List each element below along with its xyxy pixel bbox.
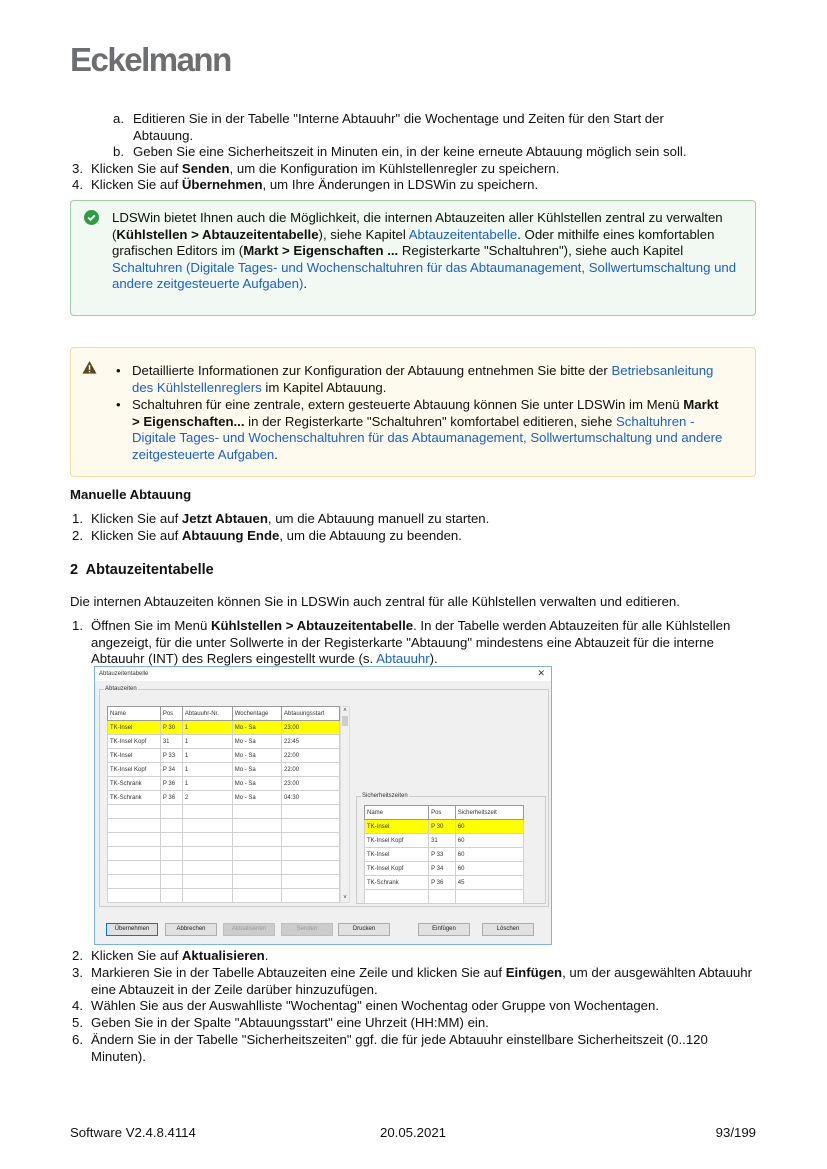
dialog-titlebar: Abtauzeitentabelle ✕ [95, 667, 551, 681]
table-cell[interactable] [282, 847, 340, 861]
substep-a: a. Editieren Sie in der Tabelle "Interne Abtauuhr" die Wochentage und Zeiten für den Start der Abtauung. [113, 111, 664, 143]
link-abtauzeitentabelle[interactable]: Abtauzeitentabelle [408, 226, 518, 242]
table-cell[interactable] [365, 890, 429, 904]
abtauzeitentabelle-dialog [94, 666, 552, 945]
table-cell[interactable]: 60 [455, 862, 523, 876]
table-row[interactable] [108, 889, 340, 903]
table-cell[interactable]: 22:00 [282, 749, 340, 763]
step-3: 3. Klicken Sie auf Senden, um die Konfiguration im Kühlstellenregler zu speichern. [72, 161, 560, 176]
table-cell[interactable] [182, 875, 232, 889]
scrollbar-thumb[interactable] [342, 716, 348, 726]
section-step-4: 4. Wählen Sie aus der Auswahlliste "Wochentag" einen Wochentag oder Gruppe von Wochentagen. [72, 998, 659, 1013]
footer-version: Software V2.4.8.4114 [70, 1125, 196, 1140]
table-row[interactable] [365, 862, 524, 876]
warning-item-1: • Detaillierte Informationen zur Konfiguration der Abtauung entnehmen Sie bitte der Betriebsanleitung des Kühlstellenreglers im Kapitel Abtauung. [116, 363, 714, 395]
table-cell[interactable]: 31 [160, 735, 182, 749]
link-schaltuhren-2[interactable]: Schaltuhren - Digitale Tages- und Wochenschaltuhren für das Abtaumanagement, Sollwertumschaltung und andere zeitgesteuerte Aufgaben [132, 413, 723, 462]
table-row[interactable] [365, 890, 524, 904]
abtauzeiten-table [107, 706, 340, 903]
table-cell[interactable]: TK-Insel Kopf [108, 763, 161, 777]
table-cell[interactable]: TK-Insel Kopf [108, 735, 161, 749]
table-cell[interactable]: 22:45 [282, 735, 340, 749]
table-cell[interactable]: 1 [182, 721, 232, 735]
group-abtauzeiten: Abtauzeiten Name Pos Abtauuhr-Nr. Wochentage Abtauungsstart TK-Insel P 30 1 Mo - Sa 23:00 TK-Insel Kopf 31 1 Mo - Sa 22:45 TK-Insel P 33 1 Mo - Sa 22:00 TK-Insel Kopf P 34 1 Mo - Sa 22:00 TK-Schrank P 36 1 Mo - Sa 23:00 TK-Schrank P 36 2 Mo - Sa 04:30 ˄ ˅ Sicherheitszeiten Name Pos Sicherheitszeit TK-Insel P 30 60 TK-Insel Kopf 31 60 TK-Insel P 33 60 TK-Insel Kopf P 34 60 TK-Schrank P 36 45 [99, 689, 549, 907]
link-betriebsanleitung[interactable]: Betriebsanleitung des Kühlstellenreglers [132, 363, 714, 395]
table-cell[interactable] [108, 833, 161, 847]
column-header[interactable]: Abtauungsstart [282, 707, 340, 721]
table-cell[interactable]: 23:00 [282, 721, 340, 735]
footer-date: 20.05.2021 [380, 1125, 447, 1140]
table-cell[interactable] [232, 847, 281, 861]
table-cell[interactable] [182, 819, 232, 833]
table-cell[interactable] [282, 861, 340, 875]
section-heading: 2 Abtauzeitentabelle [70, 562, 214, 578]
table-cell[interactable] [282, 819, 340, 833]
table-row[interactable] [365, 820, 524, 834]
table-cell[interactable] [182, 861, 232, 875]
table-cell[interactable]: 60 [455, 820, 523, 834]
table-row[interactable] [108, 791, 340, 805]
table-cell[interactable]: TK-Insel Kopf [365, 834, 429, 848]
table-row[interactable] [108, 777, 340, 791]
table-cell[interactable] [232, 819, 281, 833]
table-cell[interactable] [160, 833, 182, 847]
substep-b: b. Geben Sie eine Sicherheitszeit in Minuten ein, in der keine erneute Abtauung möglich sein soll. [113, 144, 687, 159]
table-row[interactable] [108, 861, 340, 875]
sicherheitszeiten-table [364, 805, 524, 904]
table-cell[interactable] [182, 889, 232, 903]
table-row[interactable] [365, 834, 524, 848]
table-cell[interactable] [108, 805, 161, 819]
table-cell[interactable]: 60 [455, 834, 523, 848]
table-cell[interactable]: P 30 [429, 820, 456, 834]
close-icon[interactable]: ✕ [537, 668, 545, 678]
step-4: 4. Klicken Sie auf Übernehmen, um Ihre Änderungen in LDSWin zu speichern. [72, 177, 539, 192]
print-button[interactable]: Drucken [338, 923, 390, 936]
manual-step-2: 2. Klicken Sie auf Abtauung Ende, um die Abtauung zu beenden. [72, 528, 462, 543]
table-cell[interactable]: Mo - Sa [232, 749, 281, 763]
cancel-button[interactable]: Abbrechen [165, 923, 217, 936]
column-header[interactable]: Wochentage [232, 707, 281, 721]
table-cell[interactable]: 22:00 [282, 763, 340, 777]
table-row[interactable] [108, 735, 340, 749]
table-cell[interactable] [108, 819, 161, 833]
table-cell[interactable] [160, 819, 182, 833]
table-cell[interactable]: 04:30 [282, 791, 340, 805]
table-cell[interactable]: P 30 [160, 721, 182, 735]
table-cell[interactable] [232, 875, 281, 889]
manual-step-1: 1. Klicken Sie auf Jetzt Abtauen, um die Abtauung manuell zu starten. [72, 511, 490, 526]
table-cell[interactable]: Mo - Sa [232, 777, 281, 791]
column-header[interactable]: Pos [160, 707, 182, 721]
section-step-3: 3. Markieren Sie in der Tabelle Abtauzeiten eine Zeile und klicken Sie auf Einfügen, um der ausgewählten Abtauuhr eine Abtauzeit in der Zeile darüber hinzuzufügen. [72, 965, 752, 997]
warning-icon [82, 360, 97, 375]
tip-box: LDSWin bietet Ihnen auch die Möglichkeit, die internen Abtauzeiten aller Kühlstellen zentral zu verwalten (Kühlstellen > Abtauzeitentabelle), siehe Kapitel Abtauzeitentabelle. Oder mithilfe eines komfortablen grafischen Editors im (Markt > Eigenschaften ... Registerkarte "Schaltuhren"), siehe auch Kapitel Schaltuhren (Digitale Tages- und Wochenschaltuhren für das Abtaumanagement, Sollwertumschaltung und andere zeitgesteuerte Aufgaben). [70, 200, 756, 316]
table-row[interactable] [108, 805, 340, 819]
table-cell[interactable] [232, 861, 281, 875]
table-cell[interactable]: Mo - Sa [232, 721, 281, 735]
table-cell[interactable]: TK-Schrank [108, 791, 161, 805]
delete-button[interactable]: Löschen [482, 923, 534, 936]
group-sicherheitszeiten: Sicherheitszeiten Name Pos Sicherheitszeit TK-Insel P 30 60 TK-Insel Kopf 31 60 TK-Insel P 33 60 TK-Insel Kopf P 34 60 TK-Schrank P 36 45 [356, 796, 546, 904]
table-cell[interactable]: P 34 [429, 862, 456, 876]
apply-button[interactable]: Übernehmen [106, 923, 158, 936]
table-cell[interactable]: P 34 [160, 763, 182, 777]
table-cell[interactable] [232, 805, 281, 819]
table-cell[interactable] [282, 833, 340, 847]
table-cell[interactable] [282, 805, 340, 819]
table-row[interactable] [108, 833, 340, 847]
column-header[interactable]: Sicherheitszeit [455, 806, 523, 820]
table-cell[interactable]: TK-Insel Kopf [365, 862, 429, 876]
table-cell[interactable] [429, 890, 456, 904]
table-cell[interactable]: TK-Insel [108, 749, 161, 763]
footer-page: 93/199 [715, 1125, 756, 1140]
table-cell[interactable] [160, 875, 182, 889]
manual-heading: Manuelle Abtauung [70, 487, 192, 502]
eckelmann-logo: Eckelmann [70, 41, 231, 78]
table-cell[interactable]: TK-Insel [365, 820, 429, 834]
table-cell[interactable]: 1 [182, 763, 232, 777]
table-cell[interactable] [182, 833, 232, 847]
table-cell[interactable] [232, 833, 281, 847]
table-cell[interactable] [108, 875, 161, 889]
table-cell[interactable]: P 36 [160, 791, 182, 805]
table-cell[interactable]: TK-Insel [365, 848, 429, 862]
table-cell[interactable]: 45 [455, 876, 523, 890]
check-circle-icon [84, 210, 99, 225]
table-row[interactable] [108, 749, 340, 763]
section-step-1: 1. Öffnen Sie im Menü Kühlstellen > Abtauzeitentabelle. In der Tabelle werden Abtauzeiten für alle Kühlstellen angezeigt, für die unter Sollwerte in der Registerkarte "Abtauung" mindestens eine Abtauzeit für die interne Abtauuhr (INT) des Reglers eingestellt wurde (s. Abtauuhr). [72, 618, 731, 666]
table-cell[interactable] [160, 805, 182, 819]
link-abtauuhr[interactable]: Abtauuhr [376, 651, 430, 666]
table-cell[interactable] [182, 805, 232, 819]
column-header[interactable]: Pos [429, 806, 456, 820]
table-row[interactable] [108, 875, 340, 889]
table-cell[interactable] [282, 889, 340, 903]
table-cell[interactable] [160, 889, 182, 903]
send-button[interactable]: Senden [281, 923, 333, 936]
table-cell[interactable]: TK-Schrank [108, 777, 161, 791]
table-row[interactable] [108, 763, 340, 777]
table-cell[interactable] [282, 875, 340, 889]
table-cell[interactable] [182, 847, 232, 861]
column-header[interactable]: Abtauuhr-Nr. [182, 707, 232, 721]
table-cell[interactable]: TK-Schrank [365, 876, 429, 890]
table-cell[interactable]: P 33 [160, 749, 182, 763]
refresh-button[interactable]: Aktualisieren [223, 923, 275, 936]
table-row[interactable] [365, 876, 524, 890]
warning-box [70, 347, 756, 477]
table-cell[interactable]: 1 [182, 749, 232, 763]
table-cell[interactable] [108, 889, 161, 903]
table-cell[interactable]: 1 [182, 777, 232, 791]
link-schaltuhren[interactable]: Schaltuhren (Digitale Tages- und Wochenschaltuhren für das Abtaumanagement, Sollwertumschaltung und andere zeitgesteuerte Aufgaben) [112, 259, 737, 291]
section-step-6: 6. Ändern Sie in der Tabelle "Sicherheitszeiten" ggf. die für jede Abtauuhr einstellbare Sicherheitszeit (0..120 Minuten). [72, 1032, 708, 1064]
table-cell[interactable]: Mo - Sa [232, 735, 281, 749]
column-header[interactable]: Name [108, 707, 161, 721]
table-cell[interactable] [160, 861, 182, 875]
table-cell[interactable] [455, 890, 523, 904]
table-row[interactable] [108, 847, 340, 861]
warning-item-2: • Schaltuhren für eine zentrale, extern gesteuerte Abtauung können Sie unter LDSWin im Menü Markt > Eigenschaften... in der Registerkarte "Schaltuhren" komfortabel editieren, siehe Schaltuhren - Digitale Tages- und Wochenschaltuhren für das Abtaumanagement, Sollwertumschaltung und andere zeitgesteuerte Aufgaben. [116, 397, 723, 462]
section-step-2: 2. Klicken Sie auf Aktualisieren. [72, 948, 269, 963]
table-cell[interactable] [108, 847, 161, 861]
scrollbar[interactable]: ˄ ˅ [340, 706, 350, 903]
table-cell[interactable] [232, 889, 281, 903]
table-cell[interactable]: 23:00 [282, 777, 340, 791]
table-cell[interactable]: P 36 [160, 777, 182, 791]
table-cell[interactable]: 2 [182, 791, 232, 805]
table-cell[interactable]: P 33 [429, 848, 456, 862]
table-cell[interactable]: 1 [182, 735, 232, 749]
table-cell[interactable]: P 36 [429, 876, 456, 890]
section-intro: Die internen Abtauzeiten können Sie in LDSWin auch zentral für alle Kühlstellen verwalten und editieren. [70, 594, 680, 609]
insert-button[interactable]: Einfügen [418, 923, 470, 936]
column-header[interactable]: Name [365, 806, 429, 820]
section-step-5: 5. Geben Sie in der Spalte "Abtauungsstart" eine Uhrzeit (HH:MM) ein. [72, 1015, 489, 1030]
table-cell[interactable]: Mo - Sa [232, 791, 281, 805]
table-row[interactable] [108, 721, 340, 735]
table-row[interactable] [365, 848, 524, 862]
table-cell[interactable]: 31 [429, 834, 456, 848]
table-cell[interactable] [160, 847, 182, 861]
table-cell[interactable]: Mo - Sa [232, 763, 281, 777]
table-cell[interactable]: TK-Insel [108, 721, 161, 735]
table-cell[interactable] [108, 861, 161, 875]
table-cell[interactable]: 60 [455, 848, 523, 862]
table-row[interactable] [108, 819, 340, 833]
